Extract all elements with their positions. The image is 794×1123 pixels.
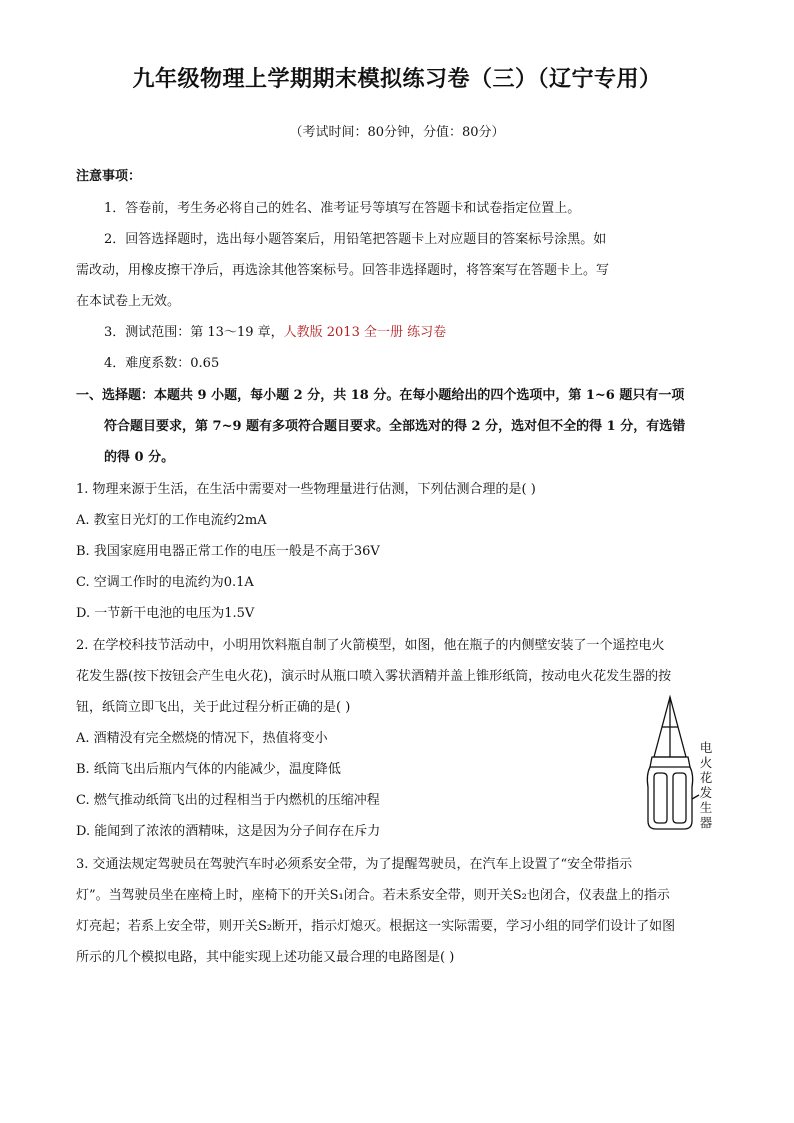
q1-option-b: B. 我国家庭用电器正常工作的电压一般是不高于36V	[76, 544, 380, 559]
q1-stem: 1. 物理来源于生活，在生活中需要对一些物理量进行估测，下列估测合理的是( )	[76, 482, 536, 497]
note-item-4: 4．难度系数：0.65	[104, 356, 220, 371]
q1-option-a: A. 教室日光灯的工作电流约2mA	[76, 513, 267, 528]
section1-line-2: 符合题目要求，第 7~9 题有多项符合题目要求。全部选对的得 2 分，选对但不全的得 1 分，有选错	[104, 419, 686, 434]
note-item-2-line-1: 2．回答选择题时，选出每小题答案后，用铅笔把答题卡上对应题目的答案标号涂黑。如	[104, 232, 607, 247]
q2-option-b: B. 纸筒飞出后瓶内气体的内能减少，温度降低	[76, 762, 341, 777]
q2-stem-line-1: 2. 在学校科技节活动中，小明用饮料瓶自制了火箭模型，如图，他在瓶子的内侧壁安装了一个遥控电火	[76, 638, 665, 653]
q3-stem-line-3: 灯亮起；若系上安全带，则开关S₂断开，指示灯熄灭。根据这一实际需要，学习小组的同学们设计了如图	[76, 919, 676, 934]
q2-stem-line-2: 花发生器(按下按钮会产生电火花)，演示时从瓶口喷入雾状酒精并盖上锥形纸筒，按动电火花发生器的按	[76, 669, 672, 684]
q3-stem-line-4: 所示的几个模拟电路，其中能实现上述功能又最合理的电路图是( )	[76, 950, 455, 965]
page-title: 九年级物理上学期期末模拟练习卷（三）（辽宁专用）	[132, 67, 662, 92]
q3-stem-line-2: 灯”。当驾驶员坐在座椅上时，座椅下的开关S₁闭合。若未系安全带，则开关S₂也闭合，仪表盘上的指示	[76, 888, 670, 903]
note-item-3-scope: 人教版 2013 全一册 练习卷	[283, 325, 447, 340]
q3-stem-line-1: 3. 交通法规定驾驶员在驾驶汽车时必须系安全带，为了提醒驾驶员，在汽车上设置了“安全带指示	[76, 857, 633, 872]
exam-info: （考试时间：80分钟，分值：80分）	[289, 125, 505, 140]
note-item-2-line-3: 在本试卷上无效。	[76, 294, 181, 309]
figure-label-spark-generator: 电 火 花 发 生 器	[699, 740, 713, 830]
q1-option-d: D. 一节新干电池的电压为1.5V	[76, 606, 255, 621]
section1-line-1: 一、选择题：本题共 9 小题，每小题 2 分，共 18 分。在每小题给出的四个选项中，第 1~6 题只有一项	[76, 388, 685, 403]
note-item-2-line-2: 需改动，用橡皮擦干净后，再选涂其他答案标号。回答非选择题时，将答案写在答题卡上。写	[76, 263, 610, 278]
note-item-3-prefix: 3．测试范围：第 13～19 章，	[104, 325, 284, 340]
q2-stem-line-3: 钮，纸筒立即飞出，关于此过程分析正确的是( )	[76, 700, 351, 715]
rocket-bottle-figure	[640, 695, 730, 835]
q2-option-a: A. 酒精没有完全燃烧的情况下，热值将变小	[76, 731, 328, 746]
note-item-1: 1．答卷前，考生务必将自己的姓名、准考证号等填写在答题卡和试卷指定位置上。	[104, 201, 581, 216]
notes-heading: 注意事项：	[76, 169, 142, 184]
note-item-3	[104, 324, 446, 342]
section1-line-3: 的得 0 分。	[104, 450, 175, 465]
q1-option-c: C. 空调工作时的电流约为0.1A	[76, 575, 254, 590]
q2-option-d: D. 能闻到了浓浓的酒精味，这是因为分子间存在斥力	[76, 824, 381, 839]
q2-option-c: C. 燃气推动纸筒飞出的过程相当于内燃机的压缩冲程	[76, 793, 380, 808]
